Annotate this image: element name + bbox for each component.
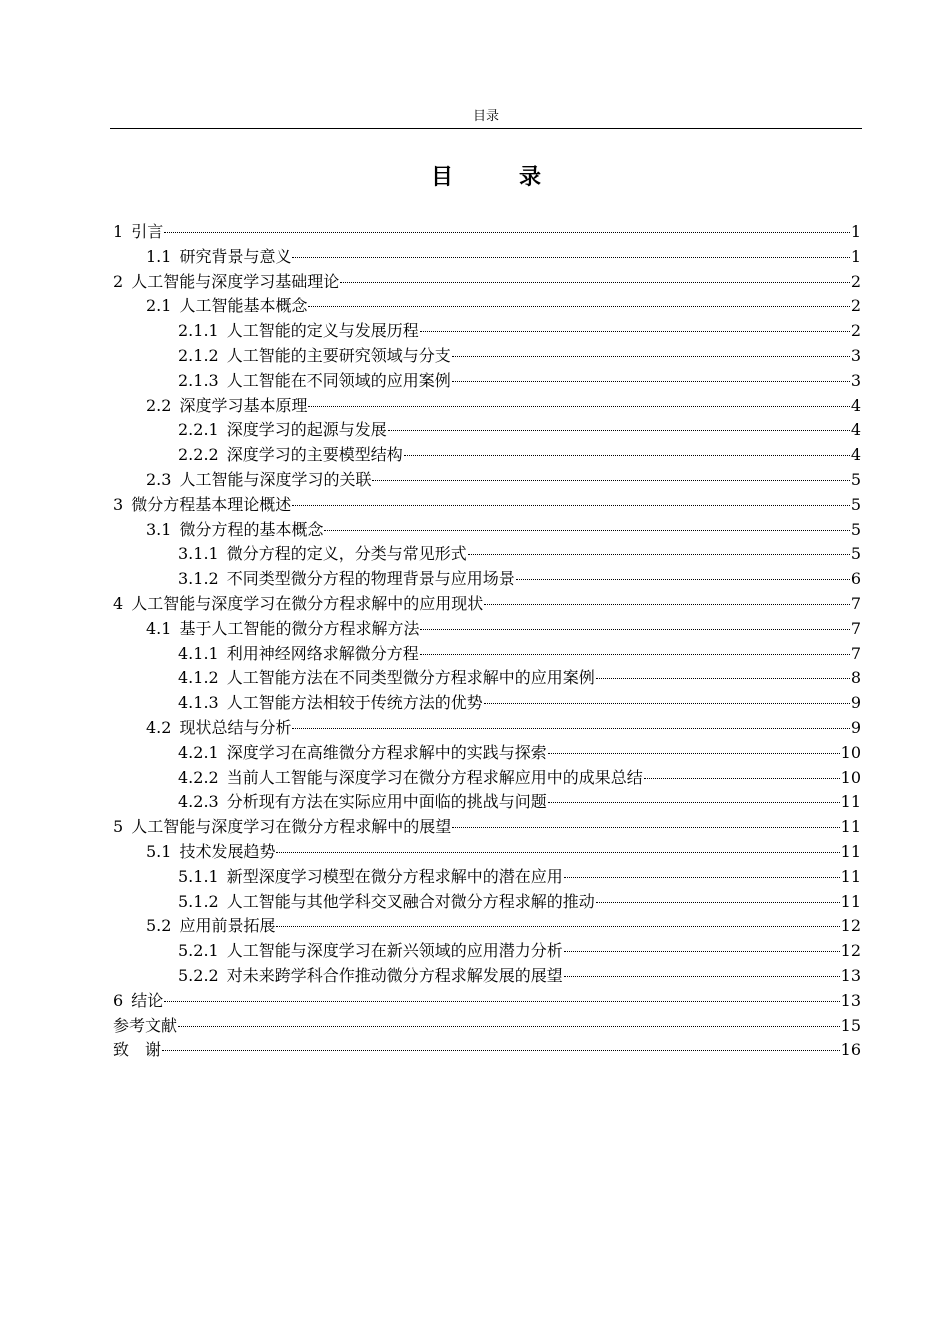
toc-entry-number: 4.2.2 bbox=[178, 767, 219, 787]
toc-entry-label bbox=[178, 666, 595, 690]
dot-leader bbox=[564, 877, 840, 878]
toc-entry-label bbox=[178, 790, 547, 814]
toc-entry-number: 2.2.1 bbox=[178, 420, 219, 440]
toc-entry-text: 深度学习基本原理 bbox=[179, 395, 308, 415]
toc-entry[interactable] bbox=[113, 518, 861, 543]
dot-leader bbox=[548, 802, 840, 803]
toc-entry-text: 人工智能的定义与发展历程 bbox=[226, 321, 419, 341]
dot-leader bbox=[164, 232, 850, 233]
dot-leader bbox=[388, 430, 850, 431]
toc-entry[interactable] bbox=[113, 716, 861, 741]
toc-entry-text: 深度学习的起源与发展 bbox=[226, 420, 387, 440]
toc-entry-number: 4.1 bbox=[146, 618, 172, 638]
dot-leader bbox=[276, 926, 839, 927]
toc-entry-text: 微分方程基本理论概述 bbox=[131, 494, 292, 514]
toc-entry-page-number: 13 bbox=[840, 990, 861, 1010]
running-header: 目录 bbox=[472, 109, 499, 124]
toc-entry-text: 微分方程的基本概念 bbox=[179, 519, 324, 539]
toc-entry-label bbox=[113, 1014, 177, 1038]
toc-entry-label bbox=[146, 394, 307, 418]
toc-entry-label bbox=[113, 220, 163, 244]
toc-entry-label bbox=[113, 989, 163, 1013]
dot-leader bbox=[644, 778, 840, 779]
toc-entry-page-number: 11 bbox=[840, 866, 861, 886]
toc-entry-label bbox=[178, 319, 419, 343]
toc-entry-number: 4 bbox=[113, 593, 124, 613]
toc-entry-number: 4.2.1 bbox=[178, 742, 219, 762]
toc-entry-number: 2 bbox=[113, 271, 124, 291]
toc-entry-number: 5.2 bbox=[146, 916, 172, 936]
toc-entry-text: 分析现有方法在实际应用中面临的挑战与问题 bbox=[226, 792, 547, 812]
toc-entry-page-number: 5 bbox=[850, 544, 861, 564]
toc-entry[interactable] bbox=[113, 766, 861, 791]
toc-entry-page-number: 2 bbox=[850, 321, 861, 341]
toc-entry-number: 3.1 bbox=[146, 519, 172, 539]
toc-entry-number: 4.2.3 bbox=[178, 792, 219, 812]
dot-leader bbox=[164, 1001, 839, 1002]
toc-entry-number: 1 bbox=[113, 222, 124, 241]
toc-entry[interactable] bbox=[113, 666, 861, 691]
toc-entry-number: 3 bbox=[113, 494, 124, 514]
toc-entry[interactable] bbox=[113, 270, 861, 295]
toc-entry[interactable] bbox=[113, 914, 861, 939]
toc-entry[interactable] bbox=[113, 468, 861, 493]
dot-leader bbox=[324, 530, 849, 531]
toc-entry-page-number: 7 bbox=[850, 593, 861, 613]
dot-leader bbox=[292, 505, 850, 506]
toc-entry-text: 新型深度学习模型在微分方程求解中的潜在应用 bbox=[226, 866, 563, 886]
toc-entry-label bbox=[146, 840, 275, 864]
toc-entry-text: 致 谢 bbox=[113, 1040, 162, 1060]
toc-entry-number: 6 bbox=[113, 990, 124, 1010]
toc-entry[interactable] bbox=[113, 890, 861, 915]
dot-leader bbox=[484, 703, 850, 704]
toc-entry-number: 5.1.1 bbox=[178, 866, 219, 886]
toc-entry[interactable] bbox=[113, 567, 861, 592]
toc-entry-label bbox=[178, 344, 451, 368]
toc-entry-label bbox=[178, 691, 483, 715]
toc-entry-label bbox=[146, 468, 371, 492]
toc-entry[interactable] bbox=[113, 394, 861, 419]
toc-entry-page-number: 6 bbox=[850, 569, 861, 589]
dot-leader bbox=[596, 902, 840, 903]
toc-entry[interactable] bbox=[113, 592, 861, 617]
toc-entry[interactable] bbox=[113, 691, 861, 716]
toc-entry-label bbox=[146, 294, 307, 318]
toc-entry-text: 不同类型微分方程的物理背景与应用场景 bbox=[226, 569, 515, 589]
toc-entry-label bbox=[113, 493, 291, 517]
toc-entry-text: 微分方程的定义，分类与常见形式 bbox=[226, 544, 467, 564]
toc-entry-number: 4.1.1 bbox=[178, 643, 219, 663]
toc-entry-text: 人工智能与深度学习在新兴领域的应用潜力分析 bbox=[226, 941, 563, 961]
dot-leader bbox=[452, 827, 839, 828]
toc-entry-number: 5 bbox=[113, 817, 124, 837]
toc-entry-text: 参考文献 bbox=[113, 1015, 178, 1035]
toc-entry-text: 深度学习的主要模型结构 bbox=[226, 445, 403, 465]
toc-entry-label bbox=[178, 567, 515, 591]
toc-entry-page-number: 1 bbox=[850, 222, 861, 241]
dot-leader bbox=[548, 753, 840, 754]
toc-entry-number: 4.1.3 bbox=[178, 693, 219, 713]
toc-entry-page-number: 1 bbox=[850, 246, 861, 266]
toc-entry-label bbox=[146, 518, 323, 542]
toc-entry-label bbox=[146, 245, 291, 269]
toc-entry-page-number: 11 bbox=[840, 891, 861, 911]
toc-entry-page-number: 2 bbox=[850, 296, 861, 316]
toc-entry-label bbox=[178, 865, 563, 889]
dot-leader bbox=[564, 976, 840, 977]
toc-entry-number: 5.1.2 bbox=[178, 891, 219, 911]
toc-entry[interactable] bbox=[113, 245, 861, 270]
table-of-contents bbox=[113, 220, 861, 1063]
toc-entry-number: 2.1.2 bbox=[178, 345, 219, 365]
toc-entry-number: 1.1 bbox=[146, 246, 172, 266]
toc-entry-label bbox=[146, 914, 275, 938]
toc-entry-label bbox=[178, 642, 419, 666]
toc-entry-text: 人工智能方法在不同类型微分方程求解中的应用案例 bbox=[226, 668, 595, 688]
toc-entry-number: 2.2.2 bbox=[178, 445, 219, 465]
toc-entry-number: 5.2.2 bbox=[178, 965, 219, 985]
toc-entry-page-number: 12 bbox=[840, 941, 861, 961]
toc-entry-number: 2.3 bbox=[146, 469, 172, 489]
header-rule bbox=[110, 128, 862, 129]
toc-entry-text: 结论 bbox=[131, 990, 164, 1010]
toc-entry[interactable] bbox=[113, 1014, 861, 1039]
dot-leader bbox=[564, 951, 840, 952]
toc-entry-number: 2.1 bbox=[146, 296, 172, 316]
toc-entry-number: 5.2.1 bbox=[178, 941, 219, 961]
toc-entry-number: 3.1.2 bbox=[178, 569, 219, 589]
toc-entry-number: 4.1.2 bbox=[178, 668, 219, 688]
toc-entry-page-number: 5 bbox=[850, 519, 861, 539]
dot-leader bbox=[420, 654, 850, 655]
toc-entry-page-number: 3 bbox=[850, 345, 861, 365]
dot-leader bbox=[452, 381, 850, 382]
toc-entry[interactable] bbox=[113, 790, 861, 815]
toc-entry-page-number: 2 bbox=[850, 271, 861, 291]
toc-entry-label bbox=[113, 815, 451, 839]
dot-leader bbox=[484, 604, 850, 605]
toc-entry[interactable] bbox=[113, 964, 861, 989]
toc-entry[interactable] bbox=[113, 865, 861, 890]
dot-leader bbox=[516, 579, 850, 580]
dot-leader bbox=[308, 306, 849, 307]
dot-leader bbox=[308, 406, 849, 407]
toc-entry[interactable] bbox=[113, 939, 861, 964]
toc-entry-page-number: 8 bbox=[850, 668, 861, 688]
dot-leader bbox=[452, 356, 850, 357]
toc-entry[interactable] bbox=[113, 344, 861, 369]
page-title: 目 录 bbox=[430, 165, 563, 190]
toc-entry[interactable] bbox=[113, 369, 861, 394]
toc-entry-number: 2.1.3 bbox=[178, 370, 219, 390]
dot-leader bbox=[178, 1026, 840, 1027]
toc-entry-text: 研究背景与意义 bbox=[179, 246, 292, 266]
toc-entry-label bbox=[178, 766, 643, 790]
toc-entry-page-number: 9 bbox=[850, 693, 861, 713]
toc-entry[interactable] bbox=[113, 443, 861, 468]
toc-entry-page-number: 15 bbox=[840, 1015, 861, 1035]
toc-entry-number: 3.1.1 bbox=[178, 544, 219, 564]
toc-entry-label bbox=[178, 741, 547, 765]
toc-entry-page-number: 4 bbox=[850, 420, 861, 440]
toc-entry-text: 人工智能方法相较于传统方法的优势 bbox=[226, 693, 483, 713]
toc-entry-text: 人工智能基本概念 bbox=[179, 296, 308, 316]
toc-entry-page-number: 10 bbox=[840, 742, 861, 762]
toc-entry-label bbox=[178, 369, 451, 393]
toc-entry-text: 现状总结与分析 bbox=[179, 717, 292, 737]
toc-entry-number: 2.2 bbox=[146, 395, 172, 415]
toc-entry-label bbox=[178, 542, 467, 566]
toc-entry-page-number: 16 bbox=[840, 1040, 861, 1060]
toc-entry[interactable] bbox=[113, 741, 861, 766]
toc-entry-page-number: 4 bbox=[850, 445, 861, 465]
toc-entry-page-number: 11 bbox=[840, 792, 861, 812]
toc-entry-page-number: 7 bbox=[850, 643, 861, 663]
toc-entry-page-number: 3 bbox=[850, 370, 861, 390]
toc-entry[interactable] bbox=[113, 642, 861, 667]
toc-entry[interactable] bbox=[113, 418, 861, 443]
toc-entry-page-number: 5 bbox=[850, 469, 861, 489]
toc-entry-number: 5.1 bbox=[146, 841, 172, 861]
toc-entry-text: 技术发展趋势 bbox=[179, 841, 276, 861]
dot-leader bbox=[292, 257, 849, 258]
toc-entry-page-number: 11 bbox=[840, 841, 861, 861]
toc-entry-text: 深度学习在高维微分方程求解中的实践与探索 bbox=[226, 742, 547, 762]
dot-leader bbox=[404, 455, 850, 456]
toc-entry-page-number: 9 bbox=[850, 717, 861, 737]
dot-leader bbox=[340, 282, 850, 283]
toc-entry[interactable] bbox=[113, 617, 861, 642]
dot-leader bbox=[420, 629, 849, 630]
toc-entry-label bbox=[146, 617, 419, 641]
toc-entry-label bbox=[178, 890, 595, 914]
toc-entry[interactable] bbox=[113, 542, 861, 567]
toc-entry[interactable] bbox=[113, 493, 861, 518]
toc-entry-text: 对未来跨学科合作推动微分方程求解发展的展望 bbox=[226, 965, 563, 985]
dot-leader bbox=[292, 728, 849, 729]
toc-entry-text: 人工智能的主要研究领域与分支 bbox=[226, 345, 451, 365]
toc-entry-text: 人工智能与深度学习的关联 bbox=[179, 469, 372, 489]
toc-entry-text: 人工智能在不同领域的应用案例 bbox=[226, 370, 451, 390]
toc-entry[interactable] bbox=[113, 220, 861, 245]
toc-entry-page-number: 13 bbox=[840, 965, 861, 985]
dot-leader bbox=[420, 331, 850, 332]
dot-leader bbox=[162, 1050, 840, 1051]
toc-entry-text: 人工智能与深度学习基础理论 bbox=[131, 271, 340, 291]
toc-entry-page-number: 4 bbox=[850, 395, 861, 415]
dot-leader bbox=[276, 852, 839, 853]
dot-leader bbox=[468, 554, 850, 555]
toc-entry[interactable] bbox=[113, 319, 861, 344]
toc-entry-label bbox=[146, 716, 291, 740]
toc-entry-text: 基于人工智能的微分方程求解方法 bbox=[179, 618, 420, 638]
toc-entry-text: 人工智能与深度学习在微分方程求解中的应用现状 bbox=[131, 593, 484, 613]
toc-entry-label bbox=[178, 939, 563, 963]
toc-entry-page-number: 11 bbox=[840, 817, 861, 837]
toc-entry[interactable] bbox=[113, 1038, 861, 1063]
toc-entry-number: 4.2 bbox=[146, 717, 172, 737]
toc-entry-text: 应用前景拓展 bbox=[179, 916, 276, 936]
toc-entry-label bbox=[178, 443, 403, 467]
toc-entry[interactable] bbox=[113, 294, 861, 319]
toc-entry-label bbox=[178, 418, 387, 442]
toc-entry-page-number: 10 bbox=[840, 767, 861, 787]
toc-entry-label bbox=[113, 592, 483, 616]
toc-entry-text: 人工智能与深度学习在微分方程求解中的展望 bbox=[131, 817, 452, 837]
toc-entry-text: 利用神经网络求解微分方程 bbox=[226, 643, 419, 663]
toc-entry-text: 当前人工智能与深度学习在微分方程求解应用中的成果总结 bbox=[226, 767, 643, 787]
toc-entry-page-number: 7 bbox=[850, 618, 861, 638]
toc-entry-text: 引言 bbox=[131, 222, 164, 241]
toc-entry-page-number: 12 bbox=[840, 916, 861, 936]
toc-entry-text: 人工智能与其他学科交叉融合对微分方程求解的推动 bbox=[226, 891, 595, 911]
toc-entry[interactable] bbox=[113, 989, 861, 1014]
dot-leader bbox=[372, 480, 849, 481]
toc-entry-page-number: 5 bbox=[850, 494, 861, 514]
toc-entry-label bbox=[113, 270, 339, 294]
dot-leader bbox=[596, 678, 850, 679]
toc-entry-number: 2.1.1 bbox=[178, 321, 219, 341]
toc-entry-label bbox=[178, 964, 563, 988]
toc-entry[interactable] bbox=[113, 815, 861, 840]
toc-entry-label bbox=[113, 1038, 161, 1062]
toc-entry[interactable] bbox=[113, 840, 861, 865]
